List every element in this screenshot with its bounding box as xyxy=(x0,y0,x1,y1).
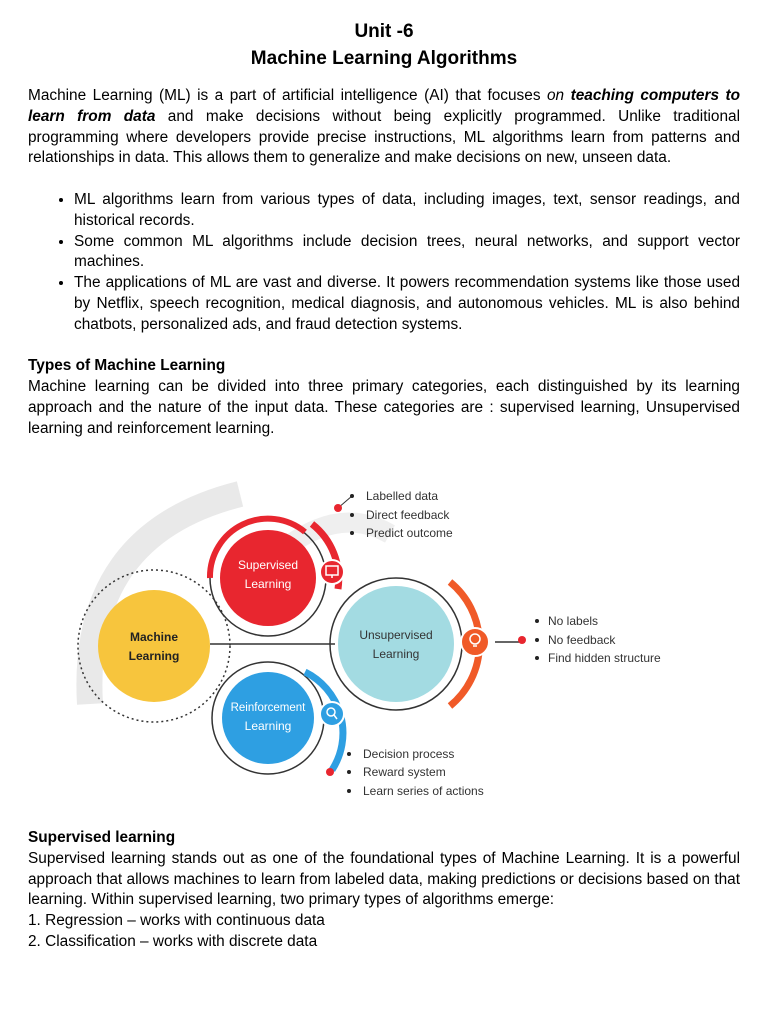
supervised-label: Supervised xyxy=(237,558,299,572)
supervised-paragraph: Supervised learning stands out as one of the foundational types of Machine Learning. It is a powerful approach that allows machines to learn from labeled data, making predictions or decisions based on that learning. Within supervised learning, two primary types of algorithms emerge: xyxy=(28,849,740,909)
supervised-point: Direct feedback xyxy=(366,508,450,522)
reinforcement-icon-badge xyxy=(320,702,344,726)
reinforcement-point: Reward system xyxy=(363,765,446,779)
document-page xyxy=(28,18,740,440)
list-item: 2. Classification – works with discrete data xyxy=(28,932,318,950)
supervised-point: Predict outcome xyxy=(366,526,453,540)
supervised-heading: Supervised learning xyxy=(28,829,176,846)
unsupervised-point: No feedback xyxy=(548,633,616,647)
supervised-icon-badge xyxy=(320,560,344,584)
page-title: Machine Learning Algorithms xyxy=(250,48,518,69)
bullet-item: • The applications of ML are vast and diverse. It powers recommendation systems like those used by Netflix, speech recognition, medical diagnosis, and autonomous vehicles. ML is also behind chatbots, personalized ads, and fraud detection systems. xyxy=(74,273,740,335)
unsupervised-label: Learning xyxy=(372,647,420,661)
unit-title: Unit -6 xyxy=(354,21,414,42)
intro-paragraph: Machine Learning (ML) is a part of artificial intelligence (AI) that focuses on teaching computers to learn from data and make decisions without being explicitly programmed. Unlike traditional programming where developers provide precise instructions, ML algorithms learn from patterns and relationships in data. This allows them to generalize and make decisions on new, unseen data. xyxy=(28,87,740,167)
supervised-label: Learning xyxy=(244,577,292,591)
center-label: Machine xyxy=(129,630,179,644)
bullet-item: • Some common ML algorithms include decision trees, neural networks, and support vector machines. xyxy=(74,232,740,274)
types-paragraph: Machine learning can be divided into three primary categories, each distinguished by its learning approach and the nature of the input data. These categories are : supervised learning, Unsupervised learning and reinforcement learning. xyxy=(28,378,740,437)
reinforcement-circle xyxy=(222,672,314,764)
unsupervised-label: Unsupervised xyxy=(359,628,433,642)
unsupervised-circle xyxy=(338,586,454,702)
bullet-item: • ML algorithms learn from various types of data, including images, text, sensor readings, and historical records. xyxy=(74,190,740,232)
list-item: 1. Regression – works with continuous data xyxy=(28,912,325,930)
reinforcement-label: Learning xyxy=(244,719,292,733)
center-circle xyxy=(98,590,210,702)
unsupervised-point: Find hidden structure xyxy=(548,651,661,665)
unsupervised-point: No labels xyxy=(548,614,599,628)
reinforcement-point: Learn series of actions xyxy=(363,784,484,798)
reinforcement-label: Reinforcement xyxy=(230,702,306,714)
supervised-section xyxy=(28,828,740,953)
bullet-list xyxy=(28,190,740,336)
center-label: Learning xyxy=(128,649,180,663)
types-heading: Types of Machine Learning xyxy=(28,357,226,375)
reinforcement-point: Decision process xyxy=(363,747,455,761)
ml-types-diagram xyxy=(60,474,700,814)
supervised-point: Labelled data xyxy=(366,489,439,503)
unsupervised-icon-badge xyxy=(461,628,489,656)
